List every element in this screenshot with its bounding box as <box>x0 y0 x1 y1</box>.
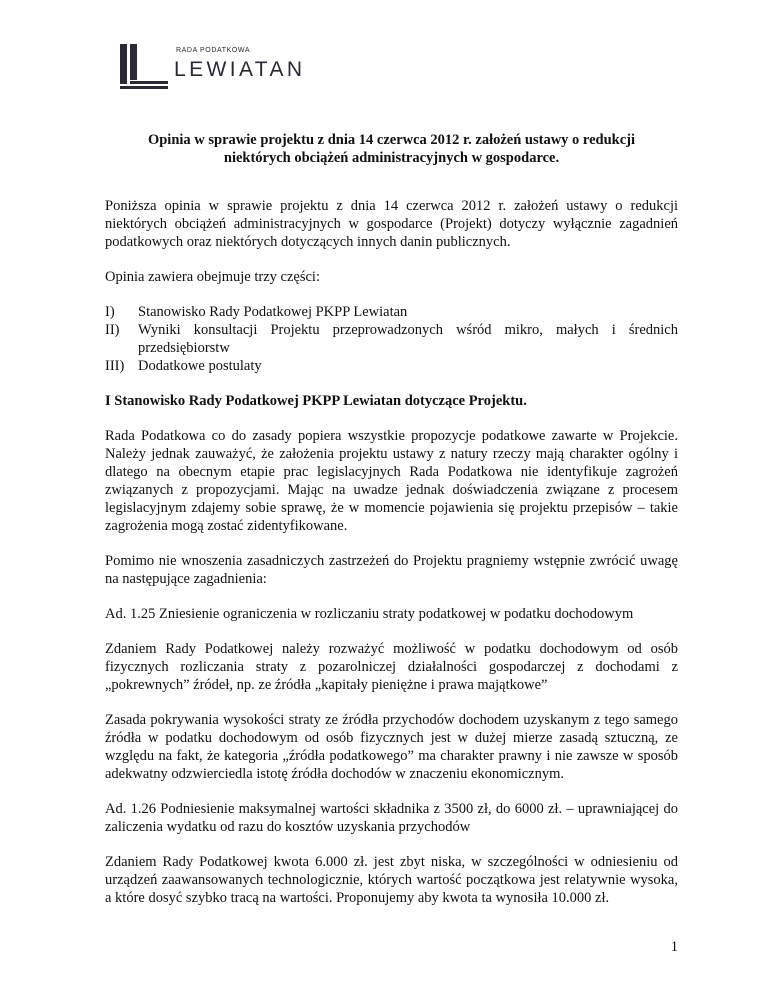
lewiatan-logo-mark-icon <box>118 44 170 92</box>
section-heading: I Stanowisko Rady Podatkowej PKPP Lewiatan dotyczące Projektu. <box>105 393 527 409</box>
intro-paragraph: Poniższa opinia w sprawie projektu z dnia 14 czerwca 2012 r. założeń ustawy o redukcji niektórych obciążeń administracyjnych w gospodarce (Projekt) dotyczy wyłącznie zagadnień podatkowych oraz niektórych dotyczących innych danin publicznych. <box>105 198 678 250</box>
list-item-number: III) <box>105 358 125 374</box>
list-item-number: II) <box>105 322 120 338</box>
document-title-line-2: niektórych obciążeń administracyjnych w gospodarce. <box>223 150 560 166</box>
list-item-text: Wyniki konsultacji Projektu przeprowadzonych wśród mikro, małych i średnich przedsiębiorstw <box>138 322 678 356</box>
parts-list <box>105 303 678 375</box>
ad-1-25-paragraph-1: Zdaniem Rady Podatkowej należy rozważyć możliwość w podatku dochodowym od osób fizycznych rozliczania straty z pozarolniczej działalności gospodarczej z dochodami z „pokrewnych” źródeł, np. ze źródła „kapitały pieniężne i prawa majątkowe” <box>105 641 678 693</box>
support-paragraph: Rada Podatkowa co do zasady popiera wszystkie propozycje podatkowe zawarte w Projekcie. Należy jednak zauważyć, że założenia projektu ustawy z natury rzeczy mają charakter ogólny i dlatego na obecnym etapie prac legislacyjnych Rada Podatkowa nie identyfikuje zagrożeń związanych z propozycjami. Mając na uwadze jednak doświadczenia związane z procesem legislacyjnym zdajemy sobie sprawę, że w momencie pojawienia się projektu przepisów – takie zagrożenia mogą zostać zidentyfikowane. <box>105 428 678 534</box>
parts-intro-paragraph: Opinia zawiera obejmuje trzy części: <box>105 269 320 285</box>
ad-1-25-paragraph-2: Zasada pokrywania wysokości straty ze źródła przychodów dochodem uzyskanym z tego samego źródła w podatku dochodowym od osób fizycznych jest w dużej mierze zasadą sztuczną, ze względu na fakt, że kategoria „źródła podatkowego” ma charakter prawny i nie zawsze w sposób adekwatny odzwierciedla istotę źródła dochodów w znaczeniu ekonomicznym. <box>105 712 678 782</box>
logo-wordmark: LEWIATAN <box>174 58 306 81</box>
page-number: 1 <box>670 939 678 955</box>
ad-1-26-heading: Ad. 1.26 Podniesienie maksymalnej wartości składnika z 3500 zł, do 6000 zł. – uprawniającej do zaliczenia wydatku od razu do kosztów uzyskania przychodów <box>105 801 678 835</box>
list-item <box>105 357 678 375</box>
document-body <box>105 131 678 907</box>
ad-1-26-paragraph: Zdaniem Rady Podatkowej kwota 6.000 zł. jest zbyt niska, w szczególności w odniesieniu od urządzeń zaawansowanych technologicznie, których wartość początkowa jest relatywnie wysoka, a które dosyć szybko tracą na wartości. Proponujemy aby kwota ta wynosiła 10.000 zł. <box>105 854 678 906</box>
logo-subtitle: RADA PODATKOWA <box>176 47 251 54</box>
list-item <box>105 303 678 321</box>
list-item-text: Dodatkowe postulaty <box>138 358 262 374</box>
logo <box>118 40 308 98</box>
list-item <box>105 321 678 357</box>
document-title-line-1: Opinia w sprawie projektu z dnia 14 czerwca 2012 r. założeń ustawy o redukcji <box>147 132 636 148</box>
list-item-number: I) <box>105 304 115 320</box>
document-title <box>105 131 678 167</box>
issues-paragraph: Pomimo nie wnoszenia zasadniczych zastrzeżeń do Projektu pragniemy wstępnie zwrócić uwagę na następujące zagadnienia: <box>105 553 678 587</box>
list-item-text: Stanowisko Rady Podatkowej PKPP Lewiatan <box>138 304 408 320</box>
ad-1-25-heading: Ad. 1.25 Zniesienie ograniczenia w rozliczaniu straty podatkowej w podatku dochodowym <box>105 606 634 622</box>
